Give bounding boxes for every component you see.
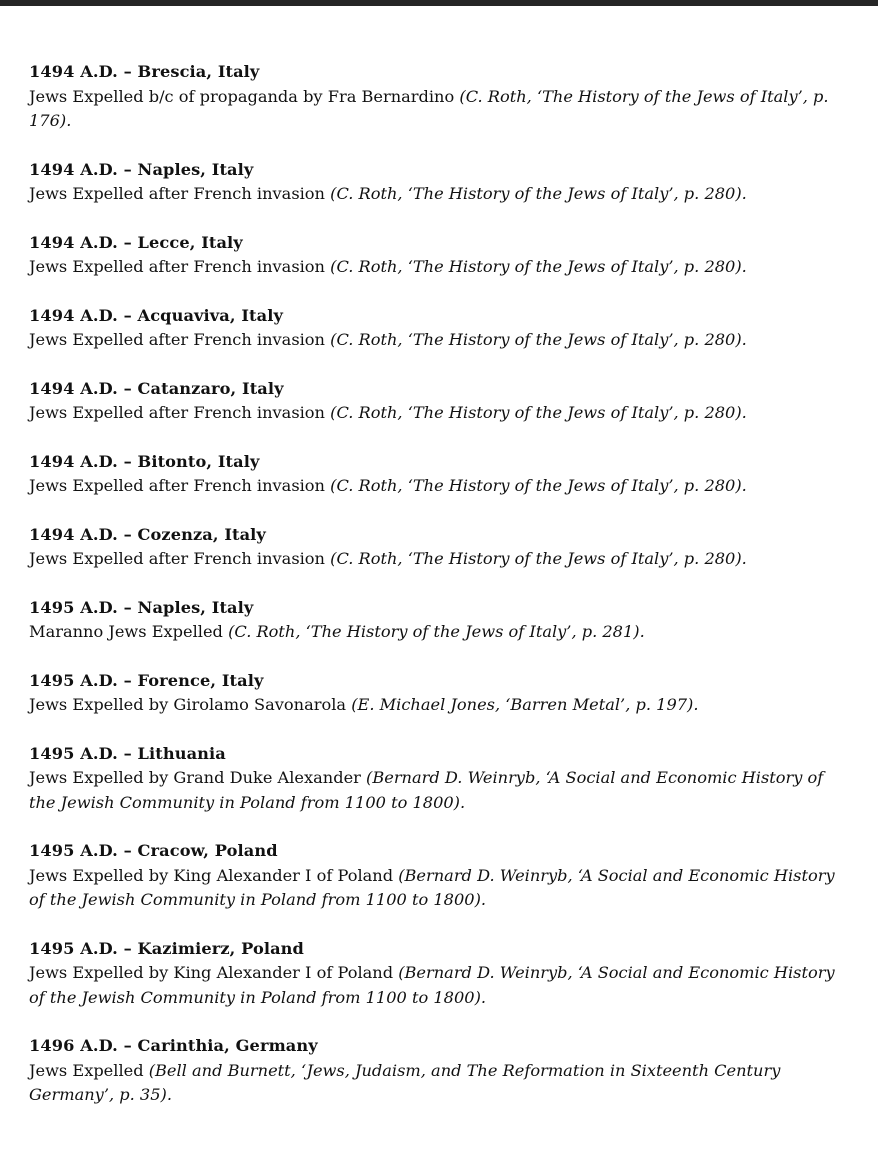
entry-text: Jews Expelled after French invasion — [29, 330, 331, 349]
entry — [29, 231, 849, 280]
entry-citation: (C. Roth, ‘The History of the Jews of Italy’, p. 280). — [330, 184, 747, 203]
entry-citation: (Bernard D. Weinryb, ‘A Social and Economic History of the Jewish Community in Poland from 1100 to 1800). — [29, 768, 824, 812]
entry-text: Jews Expelled after French invasion — [29, 476, 331, 495]
entry-body — [29, 328, 849, 353]
entry-body — [29, 85, 849, 134]
entry — [29, 450, 849, 499]
entry — [29, 304, 849, 353]
entry — [29, 1034, 849, 1108]
top-bar — [0, 0, 878, 6]
entry — [29, 669, 849, 718]
entry — [29, 839, 849, 913]
entry — [29, 60, 849, 134]
entry-body — [29, 961, 849, 1010]
entry — [29, 596, 849, 645]
entry — [29, 742, 849, 816]
entry-text: Jews Expelled after French invasion — [29, 403, 331, 422]
entry-text: Jews Expelled by Grand Duke Alexander — [29, 768, 367, 787]
document-body — [29, 60, 849, 1132]
entry-body — [29, 864, 849, 913]
entry-body — [29, 766, 849, 815]
entry-body — [29, 620, 849, 645]
entry-text: Jews Expelled after French invasion — [29, 184, 331, 203]
entry-heading: 1494 A.D. – Cozenza, Italy — [29, 524, 266, 544]
entry-heading: 1495 A.D. – Kazimierz, Poland — [29, 938, 304, 958]
entry-body — [29, 474, 849, 499]
entry-body — [29, 1059, 849, 1108]
entry-citation: (Bernard D. Weinryb, ‘A Social and Economic History of the Jewish Community in Poland from 1100 to 1800). — [29, 963, 835, 1007]
entry-body — [29, 255, 849, 280]
entry-text: Jews Expelled after French invasion — [29, 257, 331, 276]
entry-text: Jews Expelled by King Alexander I of Poland — [29, 963, 399, 982]
entry-citation: (C. Roth, ‘The History of the Jews of Italy’, p. 280). — [330, 257, 747, 276]
entry-heading: 1494 A.D. – Naples, Italy — [29, 159, 254, 179]
entry-text: Jews Expelled — [29, 1060, 149, 1080]
entry-heading: 1494 A.D. – Acquaviva, Italy — [29, 305, 283, 325]
entry-heading: 1495 A.D. – Naples, Italy — [29, 597, 254, 617]
entry-heading: 1494 A.D. – Brescia, Italy — [29, 62, 260, 81]
entry-body — [29, 693, 849, 718]
entry-heading: 1494 A.D. – Catanzaro, Italy — [29, 378, 284, 398]
entry-text: Jews Expelled by King Alexander I of Poland — [29, 865, 399, 885]
entry-heading: 1495 A.D. – Cracow, Poland — [29, 841, 278, 860]
entry-citation: (Bell and Burnett, ‘Jews, Judaism, and The Reformation in Sixteenth Century Germany’, p. 35). — [29, 1060, 781, 1104]
entry-body — [29, 547, 849, 572]
entry-body — [29, 182, 849, 207]
entry-citation: (C. Roth, ‘The History of the Jews of Italy’, p. 281). — [228, 622, 645, 641]
entry-citation: (C. Roth, ‘The History of the Jews of Italy’, p. 280). — [330, 330, 747, 349]
entry-heading: 1495 A.D. – Lithuania — [29, 743, 226, 763]
entry-text: Maranno Jews Expelled — [29, 622, 229, 641]
entry-body — [29, 401, 849, 426]
entry-citation: (Bernard D. Weinryb, ‘A Social and Economic History of the Jewish Community in Poland from 1100 to 1800). — [29, 865, 835, 909]
entry-citation: (E. Michael Jones, ‘Barren Metal’, p. 197). — [351, 695, 699, 714]
entry-text: Jews Expelled b/c of propaganda by Fra Bernardino — [29, 86, 460, 106]
entry-heading: 1494 A.D. – Bitonto, Italy — [29, 451, 260, 471]
entry-heading: 1495 A.D. – Forence, Italy — [29, 670, 264, 690]
entry — [29, 377, 849, 426]
entry-heading: 1494 A.D. – Lecce, Italy — [29, 232, 243, 252]
entry-citation: (C. Roth, ‘The History of the Jews of Italy’, p. 280). — [330, 476, 747, 495]
entry — [29, 158, 849, 207]
entry-heading: 1496 A.D. – Carinthia, Germany — [29, 1036, 318, 1055]
entry — [29, 523, 849, 572]
entry-citation: (C. Roth, ‘The History of the Jews of Italy’, p. 176). — [29, 86, 829, 130]
entry-citation: (C. Roth, ‘The History of the Jews of Italy’, p. 280). — [330, 403, 747, 422]
entry — [29, 937, 849, 1011]
entry-citation: (C. Roth, ‘The History of the Jews of Italy’, p. 280). — [330, 549, 747, 568]
entry-text: Jews Expelled after French invasion — [29, 549, 331, 568]
entry-text: Jews Expelled by Girolamo Savonarola — [29, 695, 352, 714]
